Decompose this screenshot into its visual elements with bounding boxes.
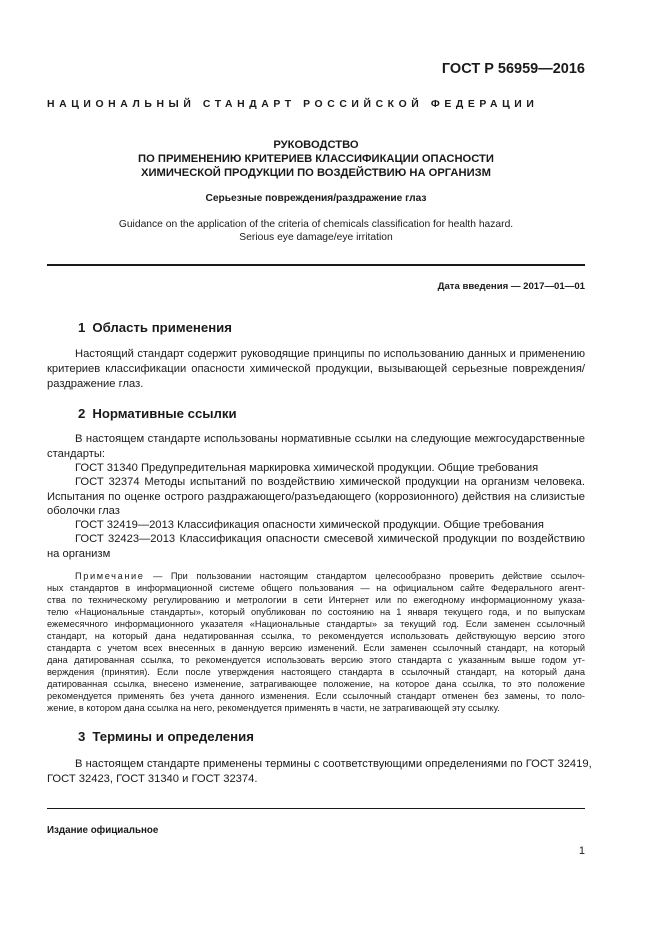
paragraph-line: оболочки глаз <box>47 505 120 517</box>
official-edition-label: Издание официальное <box>47 825 159 836</box>
paragraph-line: раздражение глаз. <box>47 378 144 390</box>
section-title: Термины и определения <box>92 729 254 744</box>
note-label: Примечание <box>75 571 145 581</box>
paragraph-line: В настоящем стандарте применены термины с соответствующими определениями по ГОСТ 32419, <box>75 758 592 770</box>
english-title-line: Serious eye damage/eye irritation <box>239 232 393 243</box>
note-line: датированная ссылка, внесено изменение, затрагивающее положение, на которое дана ссылка, то это положение <box>47 679 585 689</box>
note-line: верждения (принятия). Если после утверждения настоящего стандарта в ссылочный стандарт, на который дана <box>47 667 585 677</box>
note-line: стандарта с учетом всех внесенных в данную версию изменений. Если заменен ссылочный стандарт, на который <box>47 643 585 653</box>
reference-item: ГОСТ 32374 Методы испытаний по воздействию химической продукции на организм человека. <box>75 476 585 488</box>
document-subtitle: Серьезные повреждения/раздражение глаз <box>205 193 427 204</box>
paragraph-line: Испытания по оценке острого раздражающего/разъедающего (коррозионного) действия на слизистые <box>47 491 585 503</box>
english-title-line: Guidance on the application of the criteria of chemicals classification for health hazard. <box>118 219 514 230</box>
footer-divider <box>47 808 585 809</box>
section-title: Нормативные ссылки <box>92 406 237 421</box>
national-standard-banner: НАЦИОНАЛЬНЫЙ СТАНДАРТ РОССИЙСКОЙ ФЕДЕРАЦИИ <box>47 99 539 110</box>
note-line: ства по техническому регулированию и метрологии в сети Интернет или по ежегодному информационному указа- <box>47 595 585 605</box>
note-line: ежемесячного информационного указателя «Национальные стандарты» за текущий год. Если заменен ссылочный <box>47 619 585 629</box>
paragraph-line: Настоящий стандарт содержит руководящие принципы по использованию данных и применению <box>75 348 585 360</box>
section-number: 1 <box>78 320 86 335</box>
reference-item: ГОСТ 32423—2013 Классификация опасности смесевой химической продукции по воздействию <box>75 533 585 545</box>
section-number: 3 <box>78 729 86 744</box>
document-title-line: ПО ПРИМЕНЕНИЮ КРИТЕРИЕВ КЛАССИФИКАЦИИ ОПАСНОСТИ <box>138 153 494 165</box>
note-line: жение, в котором дана ссылка на него, рекомендуется применять в части, не затрагивающей эту ссылку. <box>47 703 500 713</box>
document-title-line: РУКОВОДСТВО <box>273 139 359 151</box>
reference-item: ГОСТ 31340 Предупредительная маркировка химической продукции. Общие требования <box>75 462 539 474</box>
title-divider <box>47 264 585 266</box>
section-heading-references <box>78 406 237 421</box>
section-number: 2 <box>78 406 86 421</box>
standard-code: ГОСТ Р 56959—2016 <box>441 61 585 77</box>
page-number: 1 <box>578 845 585 857</box>
section-heading-scope <box>78 320 232 335</box>
paragraph-line: ГОСТ 32423, ГОСТ 31340 и ГОСТ 32374. <box>47 773 258 785</box>
intro-date: Дата введения — 2017—01—01 <box>437 281 585 292</box>
section-heading-terms <box>78 729 254 744</box>
note-line: стандарт, на который дана недатированная ссылка, то рекомендуется использовать действующую версию этого <box>47 631 585 641</box>
note-line: рекомендуется применять без учета данного изменения. Если ссылочный стандарт отменен без замены, то поло- <box>47 691 585 701</box>
section-title: Область применения <box>92 320 232 335</box>
note-line: телю «Национальные стандарты», который опубликован по состоянию на 1 января текущего года, и по выпускам <box>47 607 585 617</box>
note-line: ных стандартов в информационной системе общего пользования — на официальном сайте Федерального агент- <box>47 583 585 593</box>
reference-item: ГОСТ 32419—2013 Классификация опасности химической продукции. Общие требования <box>75 519 544 531</box>
paragraph-line: критериев классификации опасности химической продукции, вызывающей серьезные повреждения/ <box>47 363 585 375</box>
note-first-line <box>75 571 585 581</box>
paragraph-line: В настоящем стандарте использованы нормативные ссылки на следующие межгосударственные <box>75 433 585 445</box>
note-text: — При пользовании настоящим стандартом целесообразно проверить действие ссылоч- <box>153 571 585 581</box>
paragraph-line: на организм <box>47 548 111 560</box>
document-title-line: ХИМИЧЕСКОЙ ПРОДУКЦИИ ПО ВОЗДЕЙСТВИЮ НА ОРГАНИЗМ <box>141 167 491 179</box>
paragraph-line: стандарты: <box>47 448 105 460</box>
note-line: дана датированная ссылка, то рекомендуется использовать версию этого стандарта с указанным выше годом ут- <box>47 655 585 665</box>
